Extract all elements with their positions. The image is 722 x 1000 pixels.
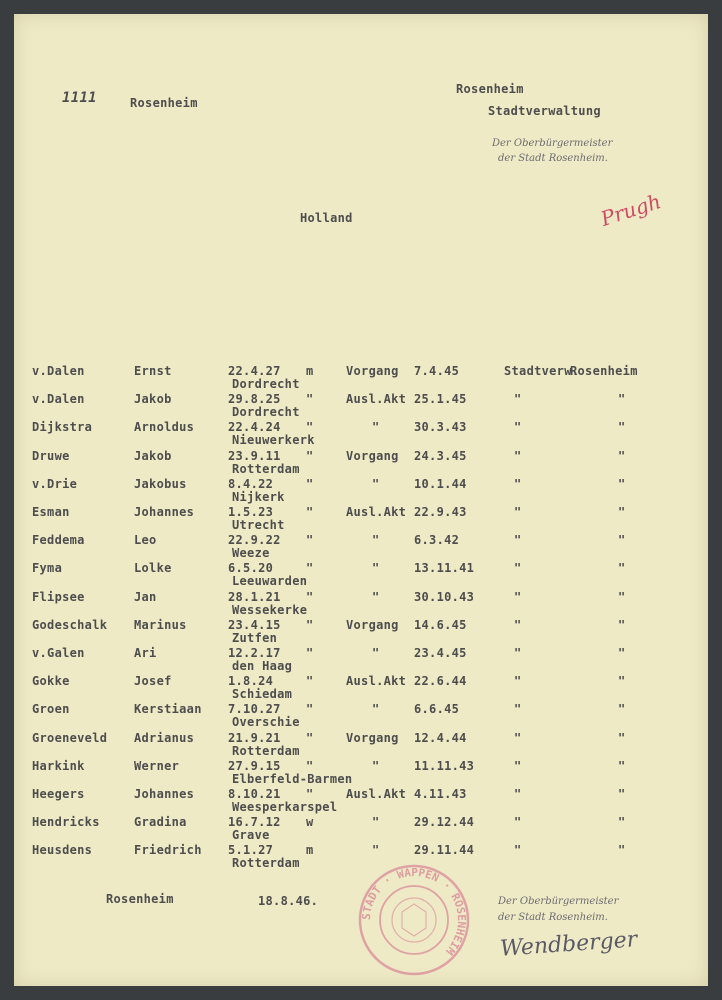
gender-mark: w <box>306 815 314 830</box>
footer-stamp-line1: Der Oberbürgermeister <box>498 896 619 907</box>
birth-date: 16.7.12 <box>228 815 281 830</box>
page-title: Holland <box>300 211 353 225</box>
gender-mark: " <box>306 392 314 407</box>
first-name: Ernst <box>134 364 172 378</box>
first-name: Jakob <box>134 392 172 407</box>
first-name: Friedrich <box>134 843 202 858</box>
record-office: " <box>514 843 522 858</box>
birth-date: 6.5.20 <box>228 561 274 576</box>
svg-text:STADT · WAPPEN · ROSENHEIM <box>360 866 468 958</box>
first-name: Ari <box>134 646 157 660</box>
record-date: 12.4.44 <box>414 730 467 745</box>
table-row <box>14 364 708 392</box>
record-office: " <box>514 758 522 773</box>
birth-date: 22.4.24 <box>228 420 281 435</box>
record-city: " <box>618 420 626 435</box>
birth-place: Overschie <box>232 715 300 730</box>
record-date: 14.6.45 <box>414 617 467 632</box>
record-type: " <box>372 533 380 548</box>
record-date: 4.11.43 <box>414 787 467 801</box>
first-name: Gradina <box>134 815 187 830</box>
birth-date: 8.4.22 <box>228 476 274 491</box>
gender-mark: " <box>306 505 314 519</box>
city-seal-stamp <box>356 862 472 978</box>
record-city: " <box>618 646 626 660</box>
record-office: " <box>514 702 522 717</box>
table-row <box>14 449 708 477</box>
record-date: 13.11.41 <box>414 561 475 576</box>
birth-place: Schiedam <box>232 687 293 702</box>
record-date: 30.3.43 <box>414 420 467 435</box>
table-row <box>14 392 708 420</box>
birth-place: Elberfeld-Barmen <box>232 771 353 786</box>
record-type: " <box>372 702 380 717</box>
table-row <box>14 533 708 561</box>
surname: Hendricks <box>32 815 100 830</box>
record-type: " <box>372 758 380 773</box>
footer-city: Rosenheim <box>106 892 174 906</box>
record-type: Vorgang <box>346 730 399 745</box>
birth-place: Zutfen <box>232 630 278 645</box>
first-name: Arnoldus <box>134 420 195 435</box>
document-number: 1111 <box>62 90 97 106</box>
birth-date: 27.9.15 <box>228 758 281 773</box>
surname: Harkink <box>32 758 85 773</box>
record-type: " <box>372 815 380 830</box>
record-date: 24.3.45 <box>414 448 467 463</box>
table-row <box>14 787 708 815</box>
record-date: 25.1.45 <box>414 392 467 407</box>
table-row <box>14 815 708 843</box>
record-office: " <box>514 617 522 632</box>
footer-date: 18.8.46. <box>258 894 319 908</box>
record-date: 10.1.44 <box>414 476 467 491</box>
record-date: 29.12.44 <box>414 815 475 830</box>
record-type: " <box>372 476 380 491</box>
record-type: " <box>372 843 380 858</box>
birth-date: 1.5.23 <box>228 505 274 519</box>
record-type: Vorgang <box>346 617 399 632</box>
red-initials: Prugh <box>597 189 664 231</box>
first-name: Johannes <box>134 787 195 801</box>
record-office: " <box>514 815 522 830</box>
gender-mark: " <box>306 730 314 745</box>
record-type: Ausl.Akt <box>346 787 407 801</box>
record-city: Rosenheim <box>570 364 638 378</box>
surname: Gokke <box>32 674 70 689</box>
surname: Heusdens <box>32 843 93 858</box>
table-row <box>14 731 708 759</box>
record-city: " <box>618 815 626 830</box>
birth-date: 22.9.22 <box>228 533 281 548</box>
gender-mark: " <box>306 674 314 689</box>
first-name: Jan <box>134 589 157 604</box>
first-name: Marinus <box>134 617 187 632</box>
record-date: 6.3.42 <box>414 533 460 548</box>
birth-date: 1.8.24 <box>228 674 274 689</box>
record-date: 22.6.44 <box>414 674 467 689</box>
birth-date: 28.1.21 <box>228 589 281 604</box>
table-row <box>14 674 708 702</box>
seal-text: STADT · WAPPEN · ROSENHEIM <box>359 865 469 958</box>
surname: v.Galen <box>32 646 85 660</box>
record-city: " <box>618 730 626 745</box>
birth-place: Grave <box>232 828 270 843</box>
record-city: " <box>618 561 626 576</box>
surname: v.Dalen <box>32 364 85 378</box>
birth-place: den Haag <box>232 659 293 673</box>
birth-date: 22.4.27 <box>228 364 281 378</box>
record-office: " <box>514 674 522 689</box>
birth-date: 5.1.27 <box>228 843 274 858</box>
gender-mark: " <box>306 420 314 435</box>
first-name: Josef <box>134 674 172 689</box>
surname: Heegers <box>32 787 85 801</box>
record-office: " <box>514 561 522 576</box>
birth-place: Nijkerk <box>232 489 285 504</box>
surname: v.Dalen <box>32 392 85 407</box>
header-stamp-line2: der Stadt Rosenheim. <box>498 153 608 164</box>
birth-date: 29.8.25 <box>228 392 281 407</box>
record-office: " <box>514 787 522 801</box>
gender-mark: " <box>306 589 314 604</box>
birth-date: 12.2.17 <box>228 646 281 660</box>
birth-place: Weeze <box>232 546 270 561</box>
signature: Wendberger <box>499 927 639 962</box>
birth-place: Utrecht <box>232 518 285 532</box>
record-city: " <box>618 843 626 858</box>
first-name: Jakobus <box>134 476 187 491</box>
birth-place: Wessekerke <box>232 602 308 617</box>
record-type: " <box>372 646 380 660</box>
birth-place: Nieuwerkerk <box>232 433 315 448</box>
record-date: 29.11.44 <box>414 843 475 858</box>
record-type: Vorgang <box>346 364 399 378</box>
header-stamp-line1: Der Oberbürgermeister <box>492 138 613 149</box>
record-type: " <box>372 420 380 435</box>
gender-mark: " <box>306 533 314 548</box>
first-name: Leo <box>134 533 157 548</box>
record-date: 7.4.45 <box>414 364 460 378</box>
record-type: Ausl.Akt <box>346 505 407 519</box>
gender-mark: " <box>306 758 314 773</box>
gender-mark: " <box>306 476 314 491</box>
birth-place: Leeuwarden <box>232 574 308 589</box>
table-row <box>14 505 708 533</box>
table-row <box>14 420 708 448</box>
header-office: Stadtverwaltung <box>488 104 601 118</box>
surname: v.Drie <box>32 476 78 491</box>
record-type: Ausl.Akt <box>346 674 407 689</box>
record-type: Vorgang <box>346 448 399 463</box>
record-office: " <box>514 730 522 745</box>
record-city: " <box>618 533 626 548</box>
surname: Godeschalk <box>32 617 108 632</box>
record-office: " <box>514 533 522 548</box>
record-city: " <box>618 702 626 717</box>
first-name: Jakob <box>134 448 172 463</box>
birth-place: Dordrecht <box>232 377 300 391</box>
table-row <box>14 646 708 674</box>
surname: Groen <box>32 702 70 717</box>
record-office: " <box>514 448 522 463</box>
gender-mark: " <box>306 448 314 463</box>
table-row <box>14 590 708 618</box>
record-city: " <box>618 617 626 632</box>
first-name: Lolke <box>134 561 172 576</box>
birth-date: 21.9.21 <box>228 730 281 745</box>
gender-mark: " <box>306 787 314 801</box>
birth-date: 8.10.21 <box>228 787 281 801</box>
birth-place: Rotterdam <box>232 743 300 758</box>
record-office: " <box>514 392 522 407</box>
record-type: " <box>372 561 380 576</box>
birth-date: 7.10.27 <box>228 702 281 717</box>
record-date: 23.4.45 <box>414 646 467 660</box>
table-row <box>14 702 708 730</box>
record-office: " <box>514 420 522 435</box>
record-type: " <box>372 589 380 604</box>
record-city: " <box>618 758 626 773</box>
birth-date: 23.4.15 <box>228 617 281 632</box>
document-page <box>14 14 708 986</box>
birth-date: 23.9.11 <box>228 448 281 463</box>
gender-mark: m <box>306 843 314 858</box>
surname: Esman <box>32 505 70 519</box>
surname: Fyma <box>32 561 63 576</box>
record-city: " <box>618 589 626 604</box>
first-name: Adrianus <box>134 730 195 745</box>
gender-mark: " <box>306 702 314 717</box>
birth-place: Weesperkarspel <box>232 800 338 814</box>
table-row <box>14 759 708 787</box>
record-city: " <box>618 787 626 801</box>
record-date: 11.11.43 <box>414 758 475 773</box>
record-city: " <box>618 674 626 689</box>
record-office: " <box>514 589 522 604</box>
surname: Druwe <box>32 448 70 463</box>
gender-mark: " <box>306 617 314 632</box>
surname: Flipsee <box>32 589 85 604</box>
record-date: 22.9.43 <box>414 505 467 519</box>
birth-place: Dordrecht <box>232 405 300 420</box>
table-row <box>14 477 708 505</box>
gender-mark: m <box>306 364 314 378</box>
record-office: Stadtverw. <box>504 364 580 378</box>
record-office: " <box>514 476 522 491</box>
surname: Groeneveld <box>32 730 108 745</box>
first-name: Johannes <box>134 505 195 519</box>
record-office: " <box>514 646 522 660</box>
record-city: " <box>618 392 626 407</box>
table-row <box>14 561 708 589</box>
gender-mark: " <box>306 561 314 576</box>
record-office: " <box>514 505 522 519</box>
header-city-left: Rosenheim <box>130 96 198 110</box>
record-date: 30.10.43 <box>414 589 475 604</box>
record-city: " <box>618 476 626 491</box>
first-name: Werner <box>134 758 180 773</box>
table-row <box>14 618 708 646</box>
record-city: " <box>618 505 626 519</box>
gender-mark: " <box>306 646 314 660</box>
birth-place: Rotterdam <box>232 461 300 476</box>
record-city: " <box>618 448 626 463</box>
first-name: Kerstiaan <box>134 702 202 717</box>
surname: Dijkstra <box>32 420 93 435</box>
record-date: 6.6.45 <box>414 702 460 717</box>
footer-stamp-line2: der Stadt Rosenheim. <box>498 912 608 923</box>
birth-place: Rotterdam <box>232 856 300 871</box>
header-city-right: Rosenheim <box>456 82 524 96</box>
record-type: Ausl.Akt <box>346 392 407 407</box>
surname: Feddema <box>32 533 85 548</box>
